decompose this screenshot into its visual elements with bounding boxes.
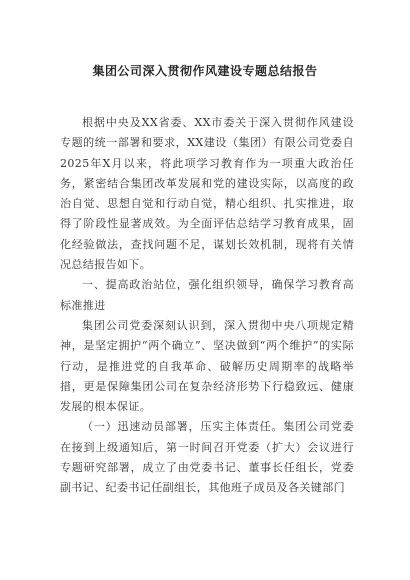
section-1-paragraph: 集团公司党委深刻认识到，深入贯彻中央八项规定精神，是坚定拥护“两个确立”、坚决做到“两个维护”的实际行动，是推进党的自我革命、破解历史周期率的战略举措，更是保障集团公司在复杂经济形势下行稳致远、健康发展的根本保证。 [60,318,354,414]
document-title: 集团公司深入贯彻作风建设专题总结报告 [92,64,318,78]
subsection-1-paragraph: （一）迅速动员部署，压实主体责任。集团公司党委在接到上级通知后，第一时间召开党委（扩大）会议进行专题研究部署，成立了由党委书记、董事长任组长，党委副书记、纪委书记任副组长，其他班子成员及各关键部门 [60,420,354,495]
intro-paragraph: 根据中央及XX省委、XX市委关于深入贯彻作风建设专题的统一部署和要求，XX建设（集团）有限公司党委自2025年X月以来，将此项学习教育作为一项重大政治任务，紧密结合集团改革发展和党的建设实际，以高度的政治自觉、思想自觉和行动自觉，精心组织、扎实推进，取得了阶段性显著成效。为全面评估总结学习教育成果，固化经验做法，查找问题不足，谋划长效机制，现将有关情况总结报告如下。 [60,116,354,272]
document-body [60,113,354,499]
section-heading-1: 一、提高政治站位，强化组织领导，确保学习教育高标准推进 [60,278,354,312]
